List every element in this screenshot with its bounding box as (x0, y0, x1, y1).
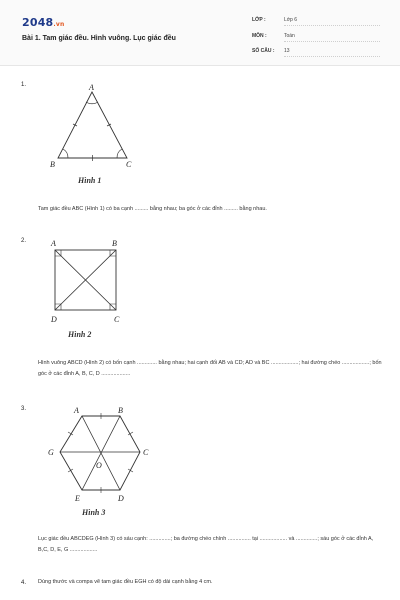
vertex-label: B (112, 239, 117, 248)
vertex-label: B (118, 406, 123, 415)
page-title: Bài 1. Tam giác đều. Hình vuông. Lục giác đều (22, 35, 176, 42)
vertex-label: B (50, 160, 55, 169)
question-number: 2. (21, 238, 27, 244)
vertex-label: G (48, 448, 54, 457)
meta-key: SỐ CÂU : (252, 48, 275, 54)
document-header (0, 0, 400, 66)
meta-key: LỚP : (252, 17, 266, 23)
vertex-label: D (118, 494, 124, 503)
question-number: 4. (21, 580, 27, 586)
question-text: Hình vuông ABCD (Hình 2) có bốn cạnh ............. bằng nhau; hai cạnh đối AB và CD; AD và BC ..................; hai đường chéo ..................; bốn góc ở các đỉnh A, B, C, D ................... (38, 360, 382, 377)
question-text: Dùng thước và compa vẽ tam giác đều EGH có độ dài cạnh bằng 4 cm. (38, 579, 213, 585)
figure-caption: Hình 1 (78, 176, 102, 185)
triangle-shape (58, 92, 127, 158)
figure-caption: Hình 2 (68, 330, 92, 339)
center-label: O (96, 461, 102, 470)
logo-suffix: .vn (53, 21, 65, 28)
meta-value: 13 (284, 48, 380, 57)
vertex-label: A (89, 83, 94, 92)
figure-caption: Hình 3 (82, 508, 106, 517)
vertex-label: A (74, 406, 79, 415)
angle-arc (63, 149, 68, 158)
figure-regular-hexagon (44, 402, 164, 506)
question-text: Tam giác đều ABC (Hình 1) có ba cạnh ......... bằng nhau; ba góc ở các đỉnh ......... bằng nhau. (38, 206, 267, 212)
figure-square (44, 236, 134, 328)
vertex-label: C (143, 448, 149, 457)
question-number: 1. (21, 82, 27, 88)
angle-arc (86, 102, 98, 104)
vertex-label: D (51, 315, 57, 324)
meta-value: Toán (284, 33, 380, 42)
question-number: 3. (21, 406, 27, 412)
logo-text: 2048 (22, 16, 54, 29)
meta-value: Lớp 6 (284, 17, 380, 26)
site-logo[interactable] (22, 16, 64, 29)
figure-equilateral-triangle (40, 80, 150, 175)
question-text: Lục giác đều ABCDEG (Hình 3) có sáu cạnh: ..............; ba đường chéo chính ............... tại .................. và ..............; sáu góc ở các đỉnh A, B,C, D, E, G .................. (38, 536, 374, 553)
vertex-label: A (51, 239, 56, 248)
angle-arc (117, 149, 122, 158)
vertex-label: E (75, 494, 80, 503)
vertex-label: C (114, 315, 120, 324)
meta-key: MÔN : (252, 33, 267, 39)
vertex-label: C (126, 160, 132, 169)
hexagon-shape (60, 416, 140, 490)
